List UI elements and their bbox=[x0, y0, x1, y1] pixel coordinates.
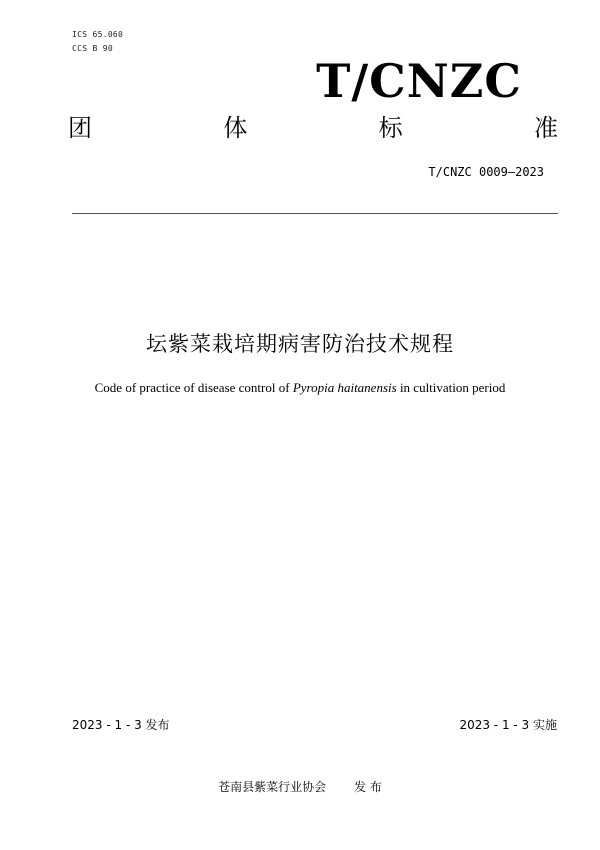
document-title-chinese: 坛紫菜栽培期病害防治技术规程 bbox=[146, 332, 454, 356]
standard-type bbox=[68, 116, 558, 140]
standard-number: T/CNZC 0009—2023 bbox=[428, 165, 544, 179]
title-english-suffix: in cultivation period bbox=[396, 380, 506, 395]
document-title-english bbox=[0, 380, 600, 396]
issuer-action: 发 布 bbox=[354, 780, 382, 794]
organization-code: T/CNZC bbox=[316, 54, 522, 108]
title-english-prefix: Code of practice of disease control of bbox=[94, 380, 293, 395]
standard-type-char: 体 bbox=[223, 114, 248, 142]
standard-type-char: 标 bbox=[378, 114, 403, 142]
standard-type-char: 准 bbox=[533, 114, 558, 142]
implementation-date: 2023 - 1 - 3 实施 bbox=[459, 718, 557, 732]
ccs-code: CCS B 90 bbox=[72, 44, 113, 53]
publish-date: 2023 - 1 - 3 发布 bbox=[72, 718, 170, 732]
issuer-name: 苍南县紫菜行业协会 bbox=[218, 780, 327, 794]
ics-code: ICS 65.060 bbox=[72, 30, 124, 39]
standard-type-char: 团 bbox=[68, 114, 92, 142]
issuer-line bbox=[0, 778, 600, 795]
title-english-species: Pyropia haitanensis bbox=[292, 380, 397, 395]
header-divider bbox=[72, 213, 558, 214]
